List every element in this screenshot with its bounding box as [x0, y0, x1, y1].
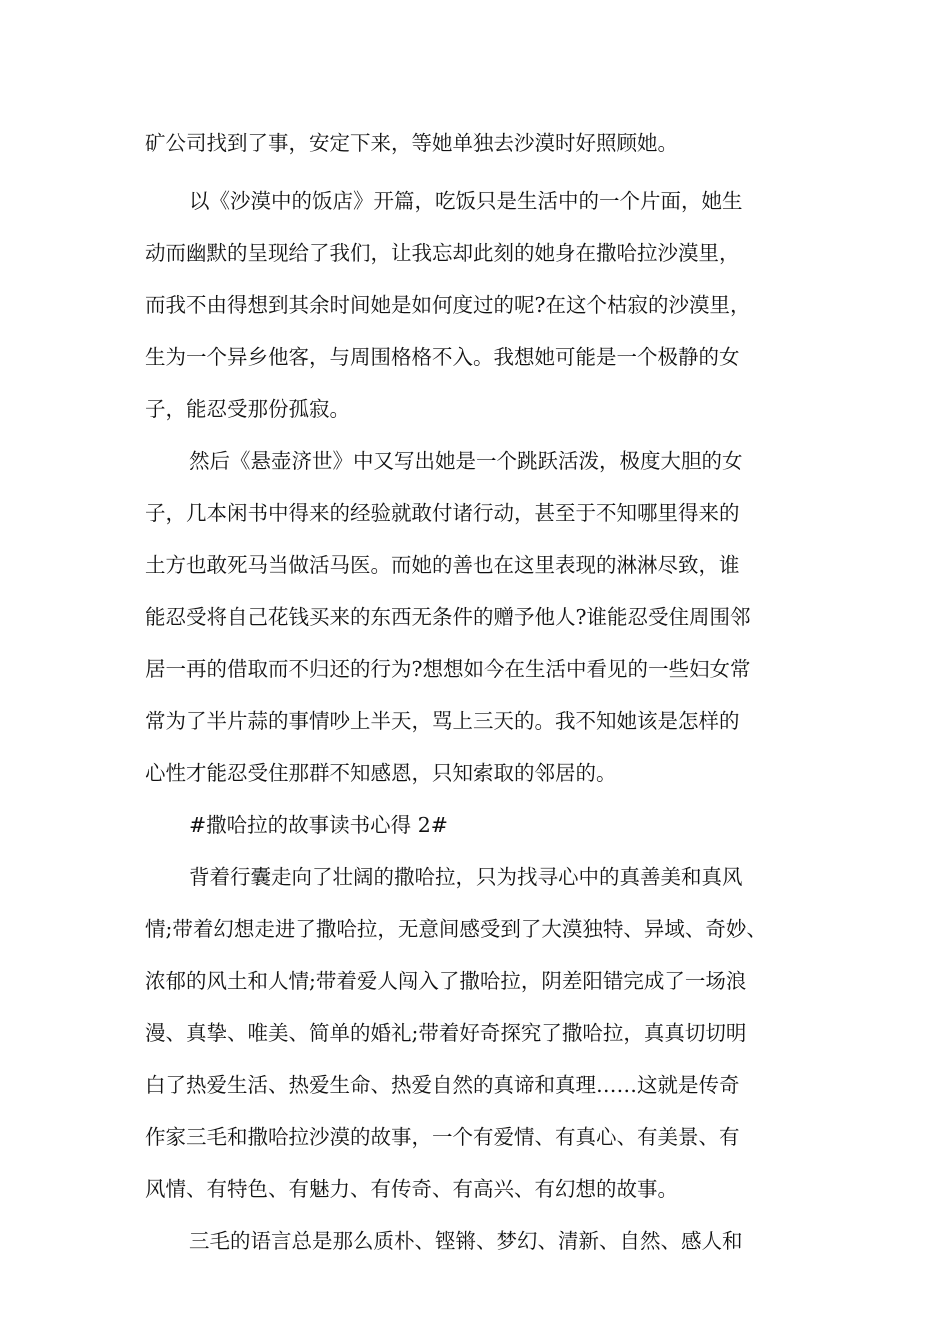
text-line: 情;带着幻想走进了撒哈拉，无意间感受到了大漠独特、异域、奇妙、 [145, 917, 767, 941]
paragraph-first-line: 背着行囊走向了壮阔的撒哈拉，只为找寻心中的真善美和真风 [189, 865, 743, 889]
text-line: 动而幽默的呈现给了我们，让我忘却此刻的她身在撒哈拉沙漠里， [145, 241, 740, 265]
text-line: 风情、有特色、有魅力、有传奇、有高兴、有幻想的故事。 [145, 1177, 678, 1201]
section-heading: #撒哈拉的故事读书心得 2# [189, 813, 448, 837]
text-line: 常为了半片蒜的事情吵上半天，骂上三天的。我不知她该是怎样的 [145, 709, 740, 733]
text-line: 白了热爱生活、热爱生命、热爱自然的真谛和真理……这就是传奇 [145, 1073, 740, 1097]
text-line: 而我不由得想到其余时间她是如何度过的呢?在这个枯寂的沙漠里， [145, 293, 751, 317]
text-line: 作家三毛和撒哈拉沙漠的故事，一个有爱情、有真心、有美景、有 [145, 1125, 740, 1149]
text-line: 子，几本闲书中得来的经验就敢付诸行动，甚至于不知哪里得来的 [145, 501, 740, 525]
text-line: 漫、真挚、唯美、简单的婚礼;带着好奇探究了撒哈拉，真真切切明 [145, 1021, 747, 1045]
text-line: 居一再的借取而不归还的行为?想想如今在生活中看见的一些妇女常 [145, 657, 751, 681]
paragraph-first-line: 然后《悬壶济世》中又写出她是一个跳跃活泼，极度大胆的女 [189, 449, 743, 473]
text-line: 土方也敢死马当做活马医。而她的善也在这里表现的淋淋尽致，谁 [145, 553, 740, 577]
text-line: 子，能忍受那份孤寂。 [145, 397, 350, 421]
paragraph-first-line: 三毛的语言总是那么质朴、铿锵、梦幻、清新、自然、感人和 [189, 1229, 743, 1253]
text-line: 浓郁的风土和人情;带着爱人闯入了撒哈拉，阴差阳错完成了一场浪 [145, 969, 747, 993]
paragraph-first-line: 以《沙漠中的饭店》开篇，吃饭只是生活中的一个片面，她生 [189, 189, 743, 213]
text-line: 能忍受将自己花钱买来的东西无条件的赠予他人?谁能忍受住周围邻 [145, 605, 751, 629]
text-line: 生为一个异乡他客，与周围格格不入。我想她可能是一个极静的女 [145, 345, 740, 369]
text-line: 心性才能忍受住那群不知感恩，只知索取的邻居的。 [145, 761, 617, 785]
text-line: 矿公司找到了事，安定下来，等她单独去沙漠时好照顾她。 [145, 131, 678, 155]
